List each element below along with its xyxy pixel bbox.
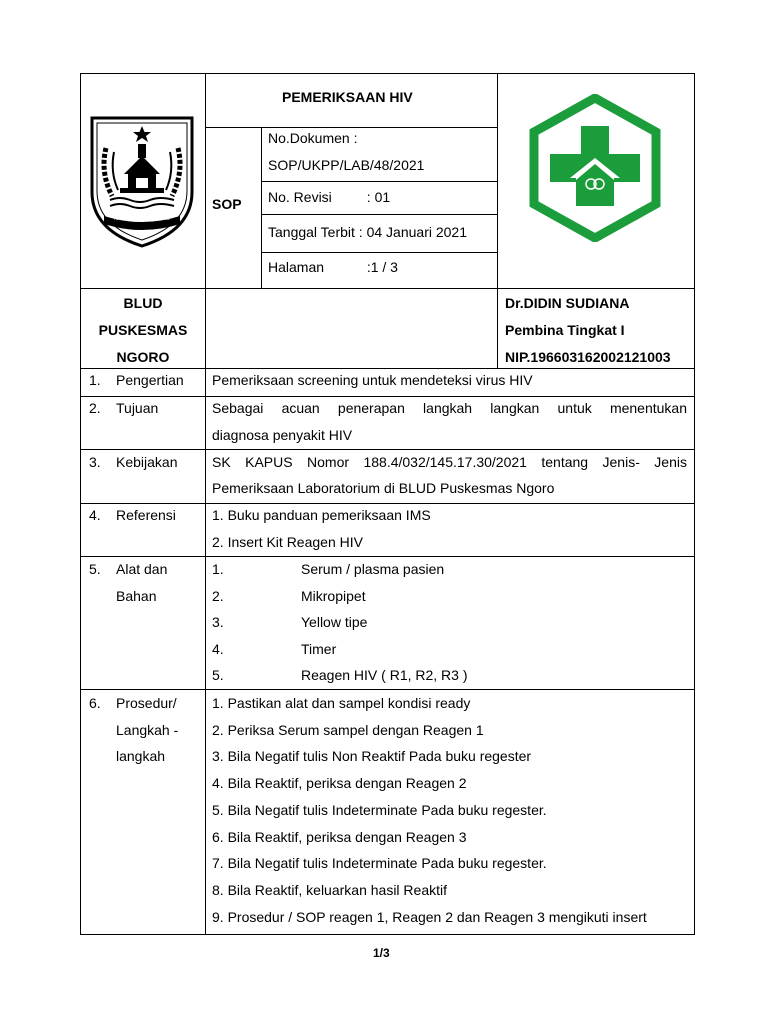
procedure-step: 9. Prosedur / SOP reagen 1, Reagen 2 dan Reagen 3 mengikuti insert bbox=[212, 909, 647, 925]
section-1-text: Pemeriksaan screening untuk mendeteksi virus HIV bbox=[212, 372, 533, 388]
procedure-step: 3. Bila Negatif tulis Non Reaktif Pada buku regester bbox=[212, 748, 532, 764]
signer-rank: Pembina Tingkat I bbox=[505, 322, 625, 338]
signer-name: Dr.DIDIN SUDIANA bbox=[505, 295, 630, 311]
section-2-line-2: diagnosa penyakit HIV bbox=[212, 427, 353, 443]
issue-date-field: Tanggal Terbit : 04 Januari 2021 bbox=[268, 224, 467, 240]
section-2-line-1: Sebagai acuan penerapan langkah langkan untuk menentukan bbox=[212, 400, 687, 416]
section-4-label: Referensi bbox=[116, 507, 176, 523]
section-5-label-1: Alat dan bbox=[116, 561, 168, 577]
sop-label: SOP bbox=[212, 196, 242, 212]
section-5-number: 5. bbox=[89, 561, 101, 577]
emblem-text: KABUPATEN JOMBANG bbox=[114, 216, 170, 222]
section-3-number: 3. bbox=[89, 454, 101, 470]
page-number: 1/3 bbox=[373, 946, 390, 960]
material-item: Mikropipet bbox=[301, 588, 366, 604]
section-3-line-1: SK KAPUS Nomor 188.4/032/145.17.30/2021 tentang Jenis- Jenis bbox=[212, 454, 687, 470]
org-line-2: PUSKESMAS bbox=[98, 322, 188, 338]
signer-block bbox=[505, 290, 671, 371]
org-line-1: BLUD bbox=[123, 295, 163, 311]
section-1-number: 1. bbox=[89, 372, 101, 388]
org-line-3: NGORO bbox=[116, 349, 170, 365]
section-4-number: 4. bbox=[89, 507, 101, 523]
document-title: PEMERIKSAAN HIV bbox=[282, 89, 413, 105]
material-number: 3. bbox=[212, 614, 224, 630]
section-6-label-3: langkah bbox=[116, 748, 166, 764]
section-3-label: Kebijakan bbox=[116, 454, 178, 470]
material-item: Yellow tipe bbox=[301, 614, 368, 630]
procedure-step: 5. Bila Negatif tulis Indeterminate Pada buku regester. bbox=[212, 802, 547, 818]
section-6-label-1: Prosedur/ bbox=[116, 695, 177, 711]
procedure-step: 4. Bila Reaktif, periksa dengan Reagen 2 bbox=[212, 775, 467, 791]
section-6-number: 6. bbox=[89, 695, 101, 711]
procedure-step: 2. Periksa Serum sampel dengan Reagen 1 bbox=[212, 722, 484, 738]
material-item: Serum / plasma pasien bbox=[301, 561, 445, 577]
section-2-number: 2. bbox=[89, 400, 101, 416]
section-1-label: Pengertian bbox=[116, 372, 184, 388]
procedure-step: 8. Bila Reaktif, keluarkan hasil Reaktif bbox=[212, 882, 447, 898]
section-6-label-2: Langkah - bbox=[116, 722, 179, 738]
section-3-line-2: Pemeriksaan Laboratorium di BLUD Puskesmas Ngoro bbox=[212, 480, 555, 496]
material-number: 2. bbox=[212, 588, 224, 604]
procedure-step: 6. Bila Reaktif, periksa dengan Reagen 3 bbox=[212, 829, 467, 845]
material-item: Reagen HIV ( R1, R2, R3 ) bbox=[301, 667, 468, 683]
material-number: 5. bbox=[212, 667, 224, 683]
procedure-step: 7. Bila Negatif tulis Indeterminate Pada buku regester. bbox=[212, 855, 547, 871]
procedure-step: 1. Pastikan alat dan sampel kondisi ready bbox=[212, 695, 471, 711]
page-field: Halaman :1 / 3 bbox=[268, 259, 398, 275]
material-number: 1. bbox=[212, 561, 224, 577]
signer-nip: NIP.196603162002121003 bbox=[505, 349, 671, 365]
puskesmas-logo bbox=[528, 94, 662, 242]
reference-item: 1. Buku panduan pemeriksaan IMS bbox=[212, 507, 431, 523]
material-number: 4. bbox=[212, 641, 224, 657]
section-2-label: Tujuan bbox=[116, 400, 159, 416]
section-5-label-2: Bahan bbox=[116, 588, 157, 604]
doc-no-value: SOP/UKPP/LAB/48/2021 bbox=[268, 157, 425, 173]
org-name bbox=[81, 290, 205, 371]
kabupaten-emblem bbox=[86, 112, 198, 250]
material-item: Timer bbox=[301, 641, 337, 657]
reference-item: 2. Insert Kit Reagen HIV bbox=[212, 534, 363, 550]
revision-field: No. Revisi : 01 bbox=[268, 189, 391, 205]
doc-no-label: No.Dokumen : bbox=[268, 130, 358, 146]
